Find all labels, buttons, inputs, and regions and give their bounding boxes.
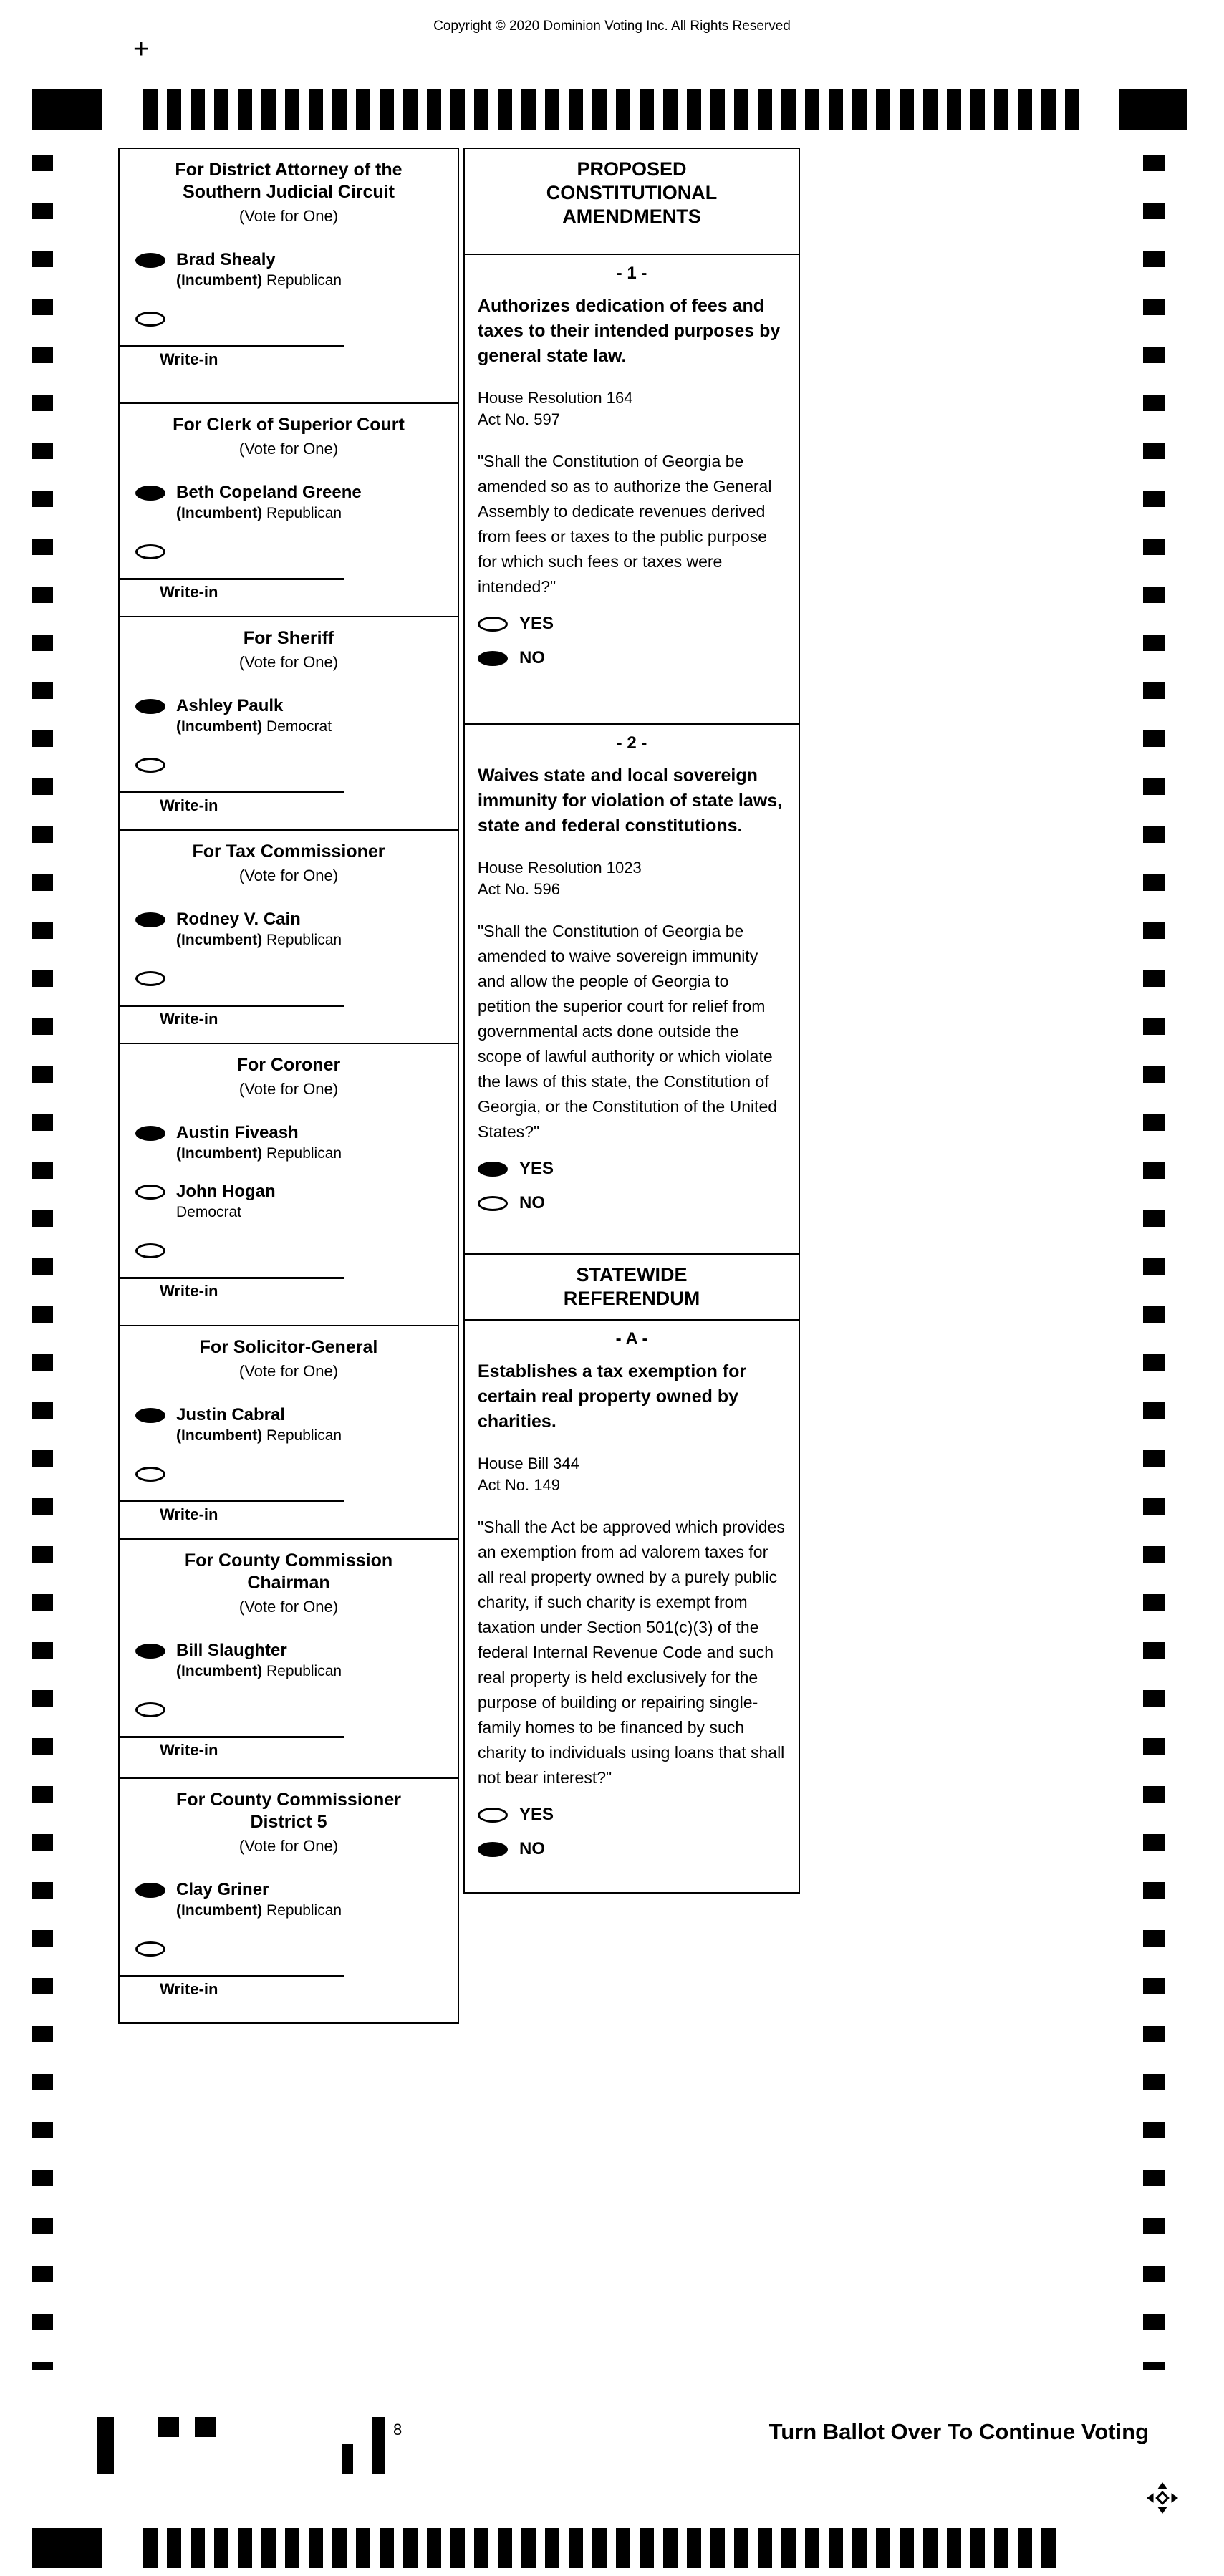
measure-reference	[478, 1453, 786, 1496]
candidate-detail: (Incumbent) Democrat	[176, 718, 332, 735]
write-in-row	[135, 1464, 458, 1482]
ballot-id-mark	[195, 2417, 216, 2437]
contest-instruction: (Vote for One)	[238, 207, 339, 225]
candidate-row	[135, 1641, 458, 1681]
write-in-label: Write-in	[160, 1505, 218, 1523]
move-arrows-icon	[1146, 2481, 1179, 2514]
candidate-row	[135, 1182, 458, 1222]
vote-bubble[interactable]	[478, 1842, 508, 1857]
write-in-bubble[interactable]	[135, 971, 165, 986]
contest-instruction: (Vote for One)	[238, 1837, 339, 1855]
vote-bubble[interactable]	[135, 699, 165, 714]
amendments-header	[465, 149, 799, 254]
timing-square-top-left	[32, 89, 102, 130]
contest-instruction: (Vote for One)	[238, 653, 339, 671]
measure-summary: Waives state and local sovereign immunity for violation of state laws, state and federal constitutions.	[478, 766, 783, 836]
candidate-detail: (Incumbent) Republican	[176, 932, 342, 948]
ballot-id-glyph: 8	[393, 2421, 403, 2438]
contest-coroner	[118, 1044, 459, 1326]
contest-tax-commissioner	[118, 831, 459, 1044]
candidate-name: John Hogan	[176, 1182, 276, 1201]
candidate-name: Ashley Paulk	[176, 696, 284, 715]
measure-question: "Shall the Act be approved which provides an exemption from ad valorem taxes for all real property owned by a purely public charity, if such charity is exempt from taxation under Section 501(c)(3) of the federal Internal Revenue Code and such real property is held exclusively for the purpose of building or repairing single-family homes to be financed by such charity to individuals using loans that shall not bear interest?"	[478, 1518, 785, 1787]
write-in-line[interactable]	[120, 1005, 344, 1007]
write-in-line[interactable]	[120, 1736, 344, 1738]
candidate-detail: Democrat	[176, 1204, 242, 1220]
contest-instruction: (Vote for One)	[238, 867, 339, 884]
write-in-bubble[interactable]	[135, 1702, 165, 1717]
referendum-header	[465, 1253, 799, 1319]
candidate-text	[176, 1182, 276, 1222]
candidate-row	[135, 1405, 458, 1445]
vote-bubble[interactable]	[135, 1644, 165, 1659]
contest-title: For Solicitor-General	[199, 1337, 378, 1357]
measures-column	[463, 148, 800, 1894]
candidate-name: Beth Copeland Greene	[176, 483, 362, 502]
write-in-line[interactable]	[120, 1975, 344, 1977]
contest-clerk-superior-court	[118, 404, 459, 617]
write-in-label: Write-in	[160, 1282, 218, 1300]
ballot-id-mark	[97, 2417, 114, 2474]
write-in-row	[135, 755, 458, 773]
measure-question: "Shall the Constitution of Georgia be amended to waive sovereign immunity and allow the people of Georgia to petition the superior court for relief from governmental acts done outside the scope of lawful authority or which violate the laws of this state, the Constitution of Georgia, or the Constitution of the United States?"	[478, 922, 778, 1141]
candidate-row	[135, 250, 458, 290]
contest-instruction: (Vote for One)	[238, 1362, 339, 1380]
measure-summary: Establishes a tax exemption for certain real property owned by charities.	[478, 1361, 747, 1432]
write-in-bubble[interactable]	[135, 1467, 165, 1482]
candidate-text	[176, 1880, 342, 1920]
contest-commission-chairman	[118, 1540, 459, 1779]
vote-bubble[interactable]	[478, 1162, 508, 1177]
vote-bubble[interactable]	[135, 1185, 165, 1200]
candidate-name: Rodney V. Cain	[176, 910, 301, 929]
ballot-id-mark	[372, 2417, 385, 2474]
candidate-name: Austin Fiveash	[176, 1123, 299, 1142]
candidate-text	[176, 483, 362, 523]
vote-bubble[interactable]	[135, 1408, 165, 1423]
contest-title: For County Commissioner District 5	[176, 1790, 401, 1832]
write-in-row	[135, 1240, 458, 1258]
timing-bars-top	[143, 89, 1087, 130]
candidate-detail: (Incumbent) Republican	[176, 272, 342, 289]
candidate-row	[135, 1123, 458, 1163]
write-in-label: Write-in	[160, 583, 218, 601]
contest-title: For Clerk of Superior Court	[173, 415, 405, 435]
write-in-row	[135, 1699, 458, 1717]
measure-reference	[478, 857, 786, 900]
candidate-name: Bill Slaughter	[176, 1641, 287, 1660]
contests-column	[118, 148, 459, 2024]
candidate-row	[135, 1880, 458, 1920]
contest-title: For District Attorney of the Southern Judicial Circuit	[175, 160, 403, 202]
measure-summary: Authorizes dedication of fees and taxes to their intended purposes by general state law.	[478, 296, 781, 366]
candidate-name: Justin Cabral	[176, 1405, 286, 1424]
write-in-bubble[interactable]	[135, 312, 165, 327]
timing-marks-right	[1143, 155, 1165, 2370]
candidate-detail: (Incumbent) Republican	[176, 1902, 342, 1919]
contest-instruction: (Vote for One)	[238, 1598, 339, 1616]
vote-bubble[interactable]	[478, 1808, 508, 1823]
referendum-header-text: STATEWIDE REFERENDUM	[563, 1264, 700, 1309]
contest-title: For Coroner	[236, 1055, 341, 1075]
timing-marks-left	[32, 155, 53, 2370]
contest-title: For Sheriff	[243, 628, 334, 648]
turn-ballot-over-text: Turn Ballot Over To Continue Voting	[768, 2419, 1149, 2444]
option-label: NO	[519, 1193, 545, 1212]
ballot-id-mark	[342, 2444, 353, 2474]
write-in-row	[135, 968, 458, 986]
option-yes-row	[478, 614, 799, 634]
candidate-name: Brad Shealy	[176, 250, 276, 269]
option-label: NO	[519, 1839, 545, 1858]
candidate-row	[135, 483, 458, 523]
measure-number: - A -	[615, 1329, 648, 1349]
write-in-line[interactable]	[120, 1500, 344, 1502]
measure-reference	[478, 387, 786, 430]
candidate-name: Clay Griner	[176, 1880, 269, 1899]
candidate-text	[176, 1123, 342, 1163]
write-in-line[interactable]	[120, 1277, 344, 1279]
contest-title: For County Commission Chairman	[184, 1550, 393, 1593]
measure-referendum-a	[465, 1319, 799, 1892]
candidate-text	[176, 1405, 342, 1445]
measure-question: "Shall the Constitution of Georgia be amended so as to authorize the General Assembly to dedicate revenues derived from fees or taxes to the public purpose for which such fees or taxes were intended?"	[478, 452, 772, 596]
option-label: NO	[519, 648, 545, 667]
measure-ref-line1: House Resolution 1023	[478, 859, 642, 877]
contest-instruction: (Vote for One)	[238, 1080, 339, 1098]
write-in-bubble[interactable]	[135, 544, 165, 559]
candidate-text	[176, 250, 342, 290]
write-in-label: Write-in	[160, 350, 218, 368]
measure-ref-line2: Act No. 596	[478, 880, 560, 898]
vote-bubble[interactable]	[135, 912, 165, 927]
write-in-label: Write-in	[160, 796, 218, 814]
candidate-text	[176, 696, 332, 736]
registration-plus-mark: +	[133, 34, 150, 64]
vote-bubble[interactable]	[478, 617, 508, 632]
candidate-text	[176, 910, 342, 950]
candidate-detail: (Incumbent) Republican	[176, 1145, 342, 1162]
candidate-text	[176, 1641, 342, 1681]
option-yes-row	[478, 1159, 799, 1179]
measure-number: - 2 -	[616, 733, 647, 753]
measure-amendment-1	[465, 254, 799, 723]
write-in-row	[135, 541, 458, 559]
measure-ref-line2: Act No. 149	[478, 1476, 560, 1494]
contest-commissioner-district-5	[118, 1779, 459, 2024]
option-yes-row	[478, 1805, 799, 1825]
candidate-row	[135, 696, 458, 736]
contest-title: For Tax Commissioner	[192, 841, 385, 862]
write-in-line[interactable]	[120, 345, 344, 347]
ballot-id-mark	[158, 2417, 179, 2437]
write-in-bubble[interactable]	[135, 1941, 165, 1957]
timing-bars-bottom	[143, 2528, 1064, 2568]
contest-instruction: (Vote for One)	[238, 440, 339, 458]
contest-sheriff	[118, 617, 459, 831]
vote-bubble[interactable]	[478, 651, 508, 666]
write-in-bubble[interactable]	[135, 758, 165, 773]
candidate-detail: (Incumbent) Republican	[176, 505, 342, 521]
option-label: YES	[519, 614, 554, 633]
option-label: YES	[519, 1159, 554, 1178]
option-label: YES	[519, 1805, 554, 1824]
amendments-header-text: PROPOSED CONSTITUTIONAL AMENDMENTS	[546, 158, 718, 227]
vote-bubble[interactable]	[135, 253, 165, 268]
option-no-row	[478, 1839, 799, 1859]
write-in-row	[135, 1939, 458, 1957]
measure-ref-line2: Act No. 597	[478, 410, 560, 428]
write-in-label: Write-in	[160, 1741, 218, 1759]
write-in-label: Write-in	[160, 1980, 218, 1998]
write-in-line[interactable]	[120, 791, 344, 793]
candidate-row	[135, 910, 458, 950]
vote-bubble[interactable]	[135, 486, 165, 501]
write-in-bubble[interactable]	[135, 1243, 165, 1258]
vote-bubble[interactable]	[135, 1126, 165, 1141]
candidate-detail: (Incumbent) Republican	[176, 1663, 342, 1679]
candidate-detail: (Incumbent) Republican	[176, 1427, 342, 1444]
contest-district-attorney	[118, 148, 459, 404]
timing-square-top-right	[1119, 89, 1187, 130]
write-in-line[interactable]	[120, 578, 344, 580]
option-no-row	[478, 1193, 799, 1213]
vote-bubble[interactable]	[478, 1196, 508, 1211]
timing-square-bottom-left	[32, 2528, 102, 2568]
copyright-text: Copyright © 2020 Dominion Voting Inc. All Rights Reserved	[433, 19, 791, 34]
vote-bubble[interactable]	[135, 1883, 165, 1898]
contest-solicitor-general	[118, 1326, 459, 1540]
write-in-label: Write-in	[160, 1010, 218, 1028]
measure-amendment-2	[465, 723, 799, 1253]
option-no-row	[478, 648, 799, 668]
measure-ref-line1: House Bill 344	[478, 1455, 579, 1472]
write-in-row	[135, 309, 458, 327]
measure-number: - 1 -	[616, 264, 647, 283]
measure-ref-line1: House Resolution 164	[478, 389, 633, 407]
